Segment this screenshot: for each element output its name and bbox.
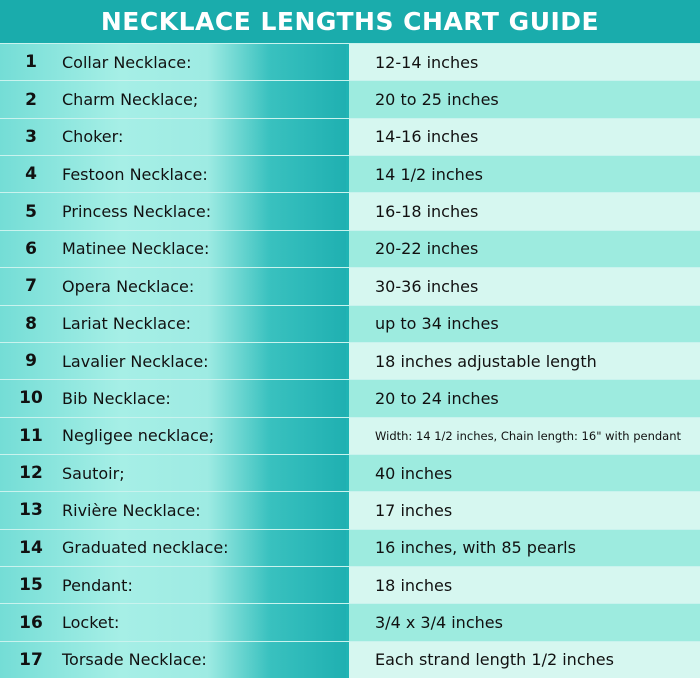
row-number: 11 xyxy=(19,425,43,446)
necklace-name: Sautoir; xyxy=(62,463,125,483)
necklace-length: 14-16 inches xyxy=(349,119,700,155)
necklace-name: Festoon Necklace: xyxy=(62,164,208,184)
row-number: 6 xyxy=(25,238,37,259)
necklace-length: 17 inches xyxy=(349,492,700,528)
necklace-length: 18 inches adjustable length xyxy=(349,343,700,379)
row-number: 14 xyxy=(19,537,43,558)
table-row xyxy=(0,529,700,566)
header xyxy=(0,0,700,43)
necklace-length: 40 inches xyxy=(349,455,700,491)
necklace-length: 12-14 inches xyxy=(349,44,700,80)
necklace-name: Torsade Necklace: xyxy=(62,650,207,670)
table-row xyxy=(0,342,700,379)
table-row xyxy=(0,118,700,155)
page-title: NECKLACE LENGTHS CHART GUIDE xyxy=(100,7,600,36)
necklace-type-cell xyxy=(0,306,346,342)
row-number: 10 xyxy=(19,388,43,409)
table-row xyxy=(0,454,700,491)
row-number: 12 xyxy=(19,463,43,484)
necklace-name: Bib Necklace: xyxy=(62,388,171,408)
necklace-type-cell xyxy=(0,604,346,640)
necklace-type-cell xyxy=(0,231,346,267)
necklace-length: 3/4 x 3/4 inches xyxy=(349,604,700,640)
table-row xyxy=(0,305,700,342)
necklace-name: Graduated necklace: xyxy=(62,538,229,558)
necklace-name: Locket: xyxy=(62,613,120,633)
necklace-name: Rivière Necklace: xyxy=(62,500,201,520)
row-number: 8 xyxy=(25,313,37,334)
necklace-type-cell xyxy=(0,81,346,117)
row-number: 9 xyxy=(25,351,37,372)
necklace-name: Lariat Necklace: xyxy=(62,314,192,334)
necklace-lengths-table xyxy=(0,43,700,678)
row-number: 15 xyxy=(19,575,43,596)
necklace-length: Width: 14 1/2 inches, Chain length: 16" with pendant xyxy=(349,418,700,454)
table-row xyxy=(0,379,700,416)
necklace-type-cell xyxy=(0,567,346,603)
necklace-type-cell xyxy=(0,343,346,379)
necklace-length: 30-36 inches xyxy=(349,268,700,304)
necklace-name: Matinee Necklace: xyxy=(62,239,210,259)
table-row xyxy=(0,417,700,454)
necklace-type-cell xyxy=(0,642,346,678)
table-row xyxy=(0,267,700,304)
necklace-type-cell xyxy=(0,44,346,80)
necklace-name: Collar Necklace: xyxy=(62,52,192,72)
necklace-type-cell xyxy=(0,455,346,491)
necklace-name: Princess Necklace: xyxy=(62,202,212,222)
table-row xyxy=(0,155,700,192)
necklace-length: 20 to 25 inches xyxy=(349,81,700,117)
necklace-name: Opera Necklace: xyxy=(62,276,195,296)
necklace-length: 20 to 24 inches xyxy=(349,380,700,416)
necklace-type-cell xyxy=(0,156,346,192)
row-number: 13 xyxy=(19,500,43,521)
row-number: 3 xyxy=(25,126,37,147)
table-row xyxy=(0,80,700,117)
row-number: 4 xyxy=(25,164,37,185)
row-number: 5 xyxy=(25,201,37,222)
necklace-type-cell xyxy=(0,380,346,416)
necklace-type-cell xyxy=(0,119,346,155)
table-row xyxy=(0,192,700,229)
table-row xyxy=(0,603,700,640)
necklace-type-cell xyxy=(0,530,346,566)
necklace-length: up to 34 inches xyxy=(349,306,700,342)
necklace-length: 14 1/2 inches xyxy=(349,156,700,192)
necklace-name: Lavalier Necklace: xyxy=(62,351,209,371)
table-row xyxy=(0,491,700,528)
necklace-length: Each strand length 1/2 inches xyxy=(349,642,700,678)
necklace-name: Charm Necklace; xyxy=(62,90,199,110)
necklace-length: 20-22 inches xyxy=(349,231,700,267)
row-number: 2 xyxy=(25,89,37,110)
row-number: 1 xyxy=(25,52,37,73)
necklace-length: 18 inches xyxy=(349,567,700,603)
table-row xyxy=(0,566,700,603)
necklace-name: Negligee necklace; xyxy=(62,426,215,446)
table-row xyxy=(0,641,700,678)
row-number: 16 xyxy=(19,612,43,633)
necklace-type-cell xyxy=(0,418,346,454)
table-row xyxy=(0,43,700,80)
necklace-name: Choker: xyxy=(62,127,124,147)
row-number: 7 xyxy=(25,276,37,297)
necklace-length: 16 inches, with 85 pearls xyxy=(349,530,700,566)
necklace-type-cell xyxy=(0,268,346,304)
necklace-type-cell xyxy=(0,193,346,229)
table-row xyxy=(0,230,700,267)
necklace-name: Pendant: xyxy=(62,575,133,595)
row-number: 17 xyxy=(19,649,43,670)
necklace-type-cell xyxy=(0,492,346,528)
necklace-length: 16-18 inches xyxy=(349,193,700,229)
